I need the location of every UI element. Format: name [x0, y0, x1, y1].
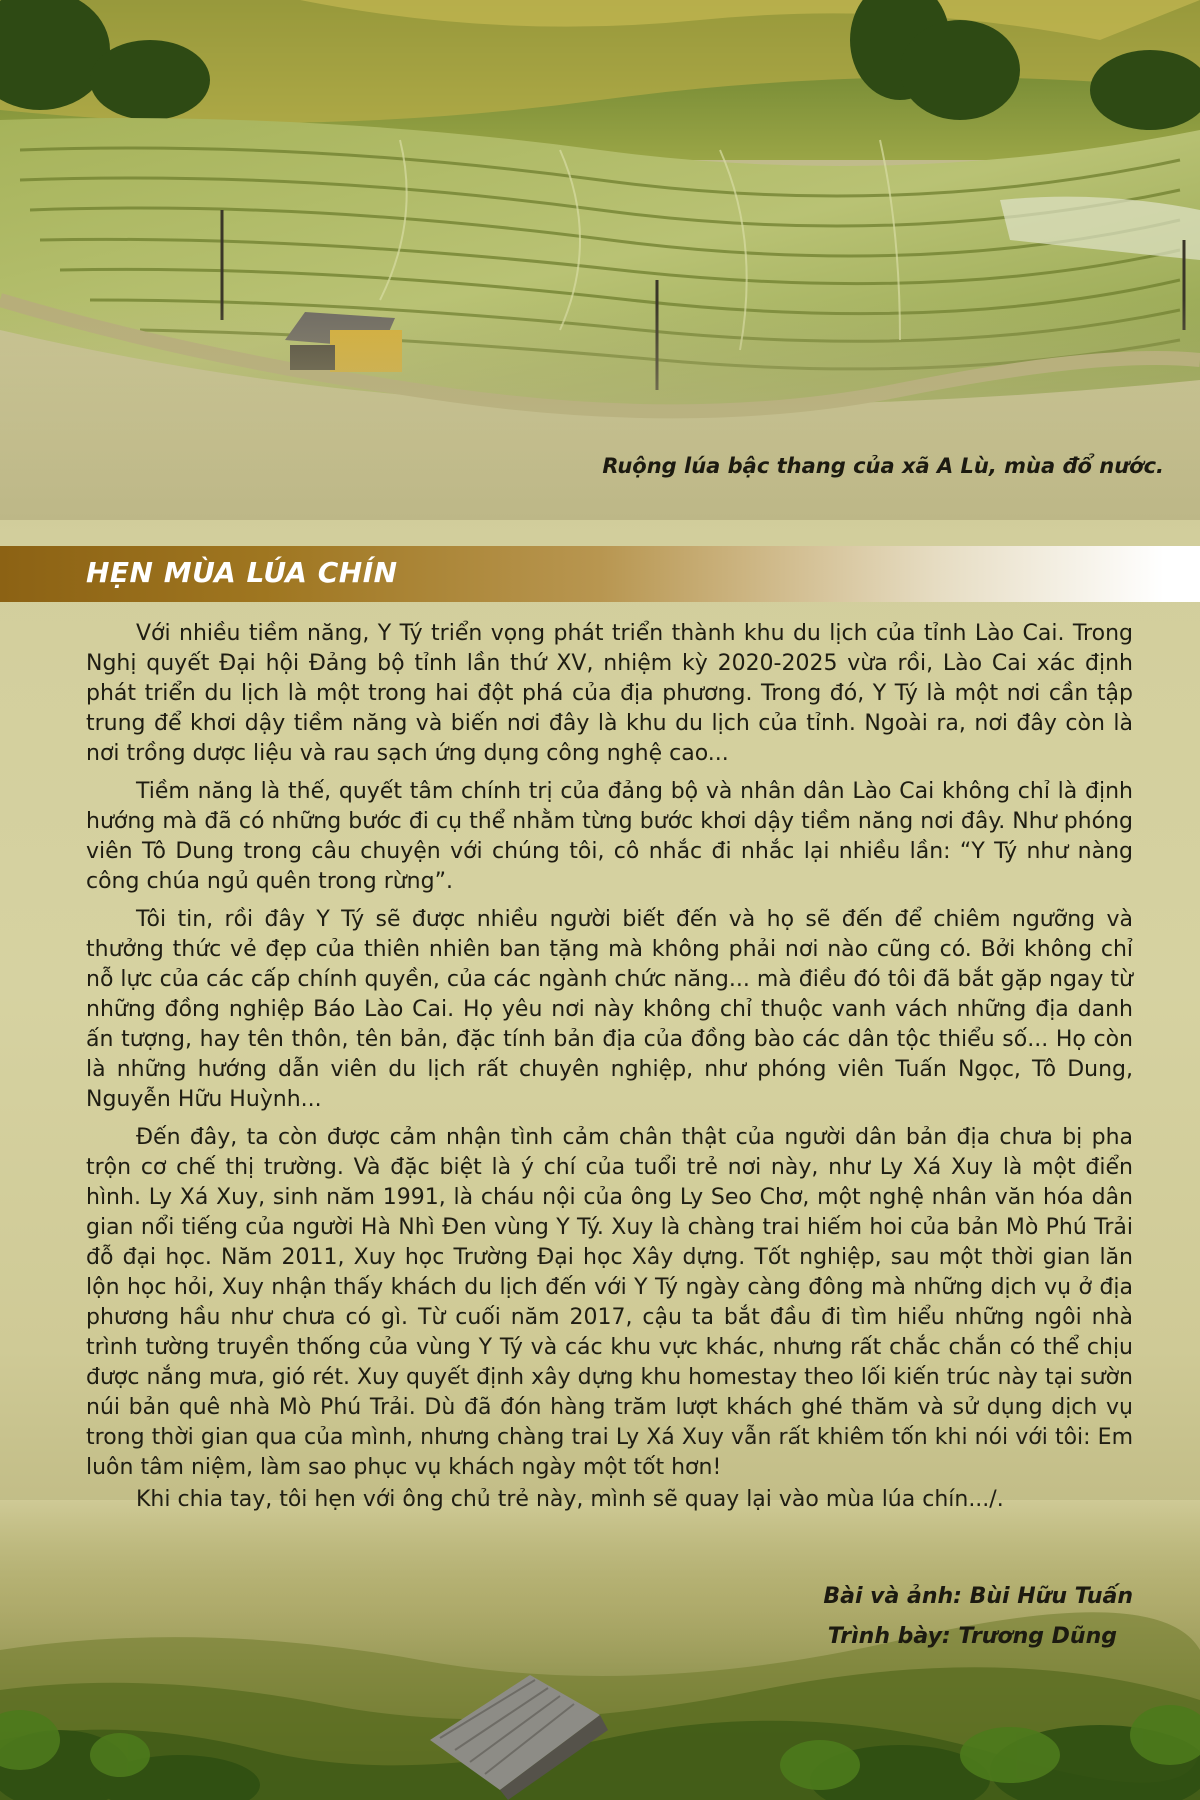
article-body [86, 619, 1133, 1515]
credit-layout: Trình bày: Trương Dũng [827, 1624, 1117, 1649]
section-title: HẸN MÙA LÚA CHÍN [86, 556, 398, 589]
photo-caption: Ruộng lúa bậc thang của xã A Lù, mùa đổ nước. [602, 454, 1164, 478]
paragraph: Tiềm năng là thế, quyết tâm chính trị của đảng bộ và nhân dân Lào Cai không chỉ là định hướng mà đã có những bước đi cụ thể nhằm từng bước khơi dậy tiềm năng nơi đây. Như phóng viên Tô Dung trong câu chuyện với chúng tôi, cô nhắc đi nhắc lại nhiều lần: “Y Tý như nàng công chúa ngủ quên trong rừng”. [86, 779, 1133, 894]
credit-author: Bài và ảnh: Bùi Hữu Tuấn [823, 1584, 1133, 1609]
paragraph: Tôi tin, rồi đây Y Tý sẽ được nhiều người biết đến và họ sẽ đến để chiêm ngưỡng và thưởng thức vẻ đẹp của thiên nhiên ban tặng mà không phải nơi nào cũng có. Bởi không chỉ nỗ lực của các cấp chính quyền, của các ngành chức năng... mà điều đó tôi đã bắt gặp ngay từ những đồng nghiệp Báo Lào Cai. Họ yêu nơi này không chỉ thuộc vanh vách những địa danh ấn tượng, hay tên thôn, tên bản, đặc tính bản địa của đồng bào các dân tộc thiểu số... Họ còn là những hướng dẫn viên du lịch rất chuyên nghiệp, như phóng viên Tuấn Ngọc, Tô Dung, Nguyễn Hữu Huỳnh... [86, 907, 1133, 1112]
hero-photo-rice-terraces [0, 0, 1200, 520]
bottom-scenery-photo [0, 1500, 1200, 1800]
paragraph: Với nhiều tiềm năng, Y Tý triển vọng phát triển thành khu du lịch của tỉnh Lào Cai. Trong Nghị quyết Đại hội Đảng bộ tỉnh lần thứ XV, nhiệm kỳ 2020-2025 vừa rồi, Lào Cai xác định phát triển du lịch là một trong hai đột phá của địa phương. Trong đó, Y Tý là một nơi cần tập trung để khơi dậy tiềm năng và biến nơi đây là khu du lịch của tỉnh. Ngoài ra, nơi đây còn là nơi trồng dược liệu và rau sạch ứng dụng công nghệ cao... [86, 621, 1133, 766]
paragraph: Khi chia tay, tôi hẹn với ông chủ trẻ này, mình sẽ quay lại vào mùa lúa chín.../. [136, 1487, 1004, 1512]
paragraph: Đến đây, ta còn được cảm nhận tình cảm chân thật của người dân bản địa chưa bị pha trộn cơ chế thị trường. Và đặc biệt là ý chí của tuổi trẻ nơi này, như Ly Xá Xuy là một điển hình. Ly Xá Xuy, sinh năm 1991, là cháu nội của ông Ly Seo Chơ, một nghệ nhân văn hóa dân gian nổi tiếng của người Hà Nhì Đen vùng Y Tý. Xuy là chàng trai hiếm hoi của bản Mò Phú Trải đỗ đại học. Năm 2011, Xuy học Trường Đại học Xây dựng. Tốt nghiệp, sau một thời gian lăn lộn học hỏi, Xuy nhận thấy khách du lịch đến với Y Tý ngày càng đông mà những dịch vụ ở địa phương hầu như chưa có gì. Từ cuối năm 2017, cậu ta bắt đầu đi tìm hiểu những ngôi nhà trình tường truyền thống của vùng Y Tý và các khu vực khác, nhưng rất chắc chắn có thể chịu được nắng mưa, gió rét. Xuy quyết định xây dựng khu homestay theo lối kiến trúc này tại sườn núi bản quê nhà Mò Phú Trải. Dù đã đón hàng trăm lượt khách ghé thăm và sử dụng dịch vụ trong thời gian qua của mình, nhưng chàng trai Ly Xá Xuy vẫn rất khiêm tốn khi nói với tôi: Em luôn tâm niệm, làm sao phục vụ khách ngày một tốt hơn! [86, 1125, 1133, 1480]
section-banner [0, 546, 1200, 602]
